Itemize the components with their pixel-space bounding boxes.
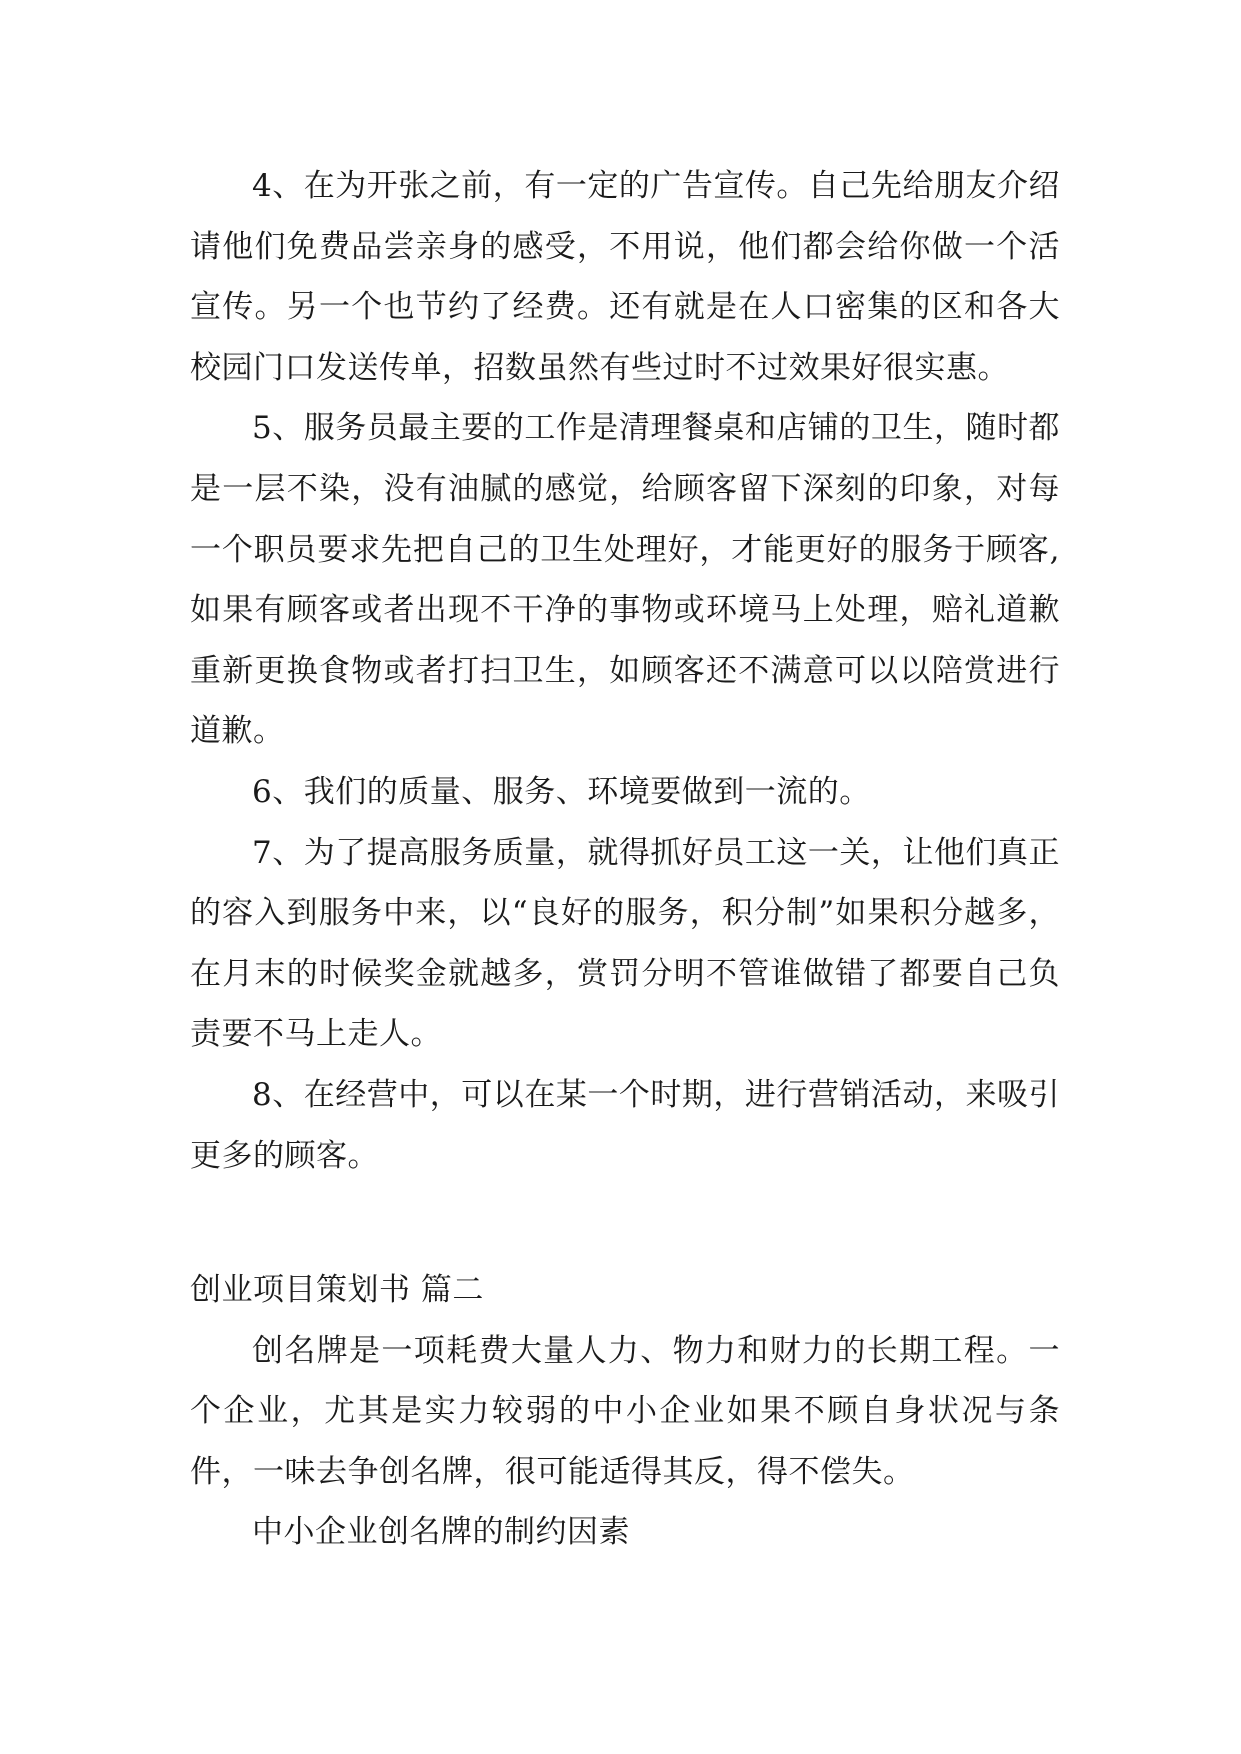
paragraph-item-5: 5、服务员最主要的工作是清理餐桌和店铺的卫生，随时都是一层不染，没有油腻的感觉，给顾客留下深刻的印象，对每一个职员要求先把自己的卫生处理好，才能更好的服务于顾客,如果有顾客或者出现不干净的事物或环境马上处理，赔礼道歉重新更换食物或者打扫卫生，如顾客还不满意可以以陪赏进行道歉。 — [190, 410, 1060, 750]
paragraph-item-8: 8、在经营中，可以在某一个时期，进行营销活动，来吸引更多的顾客。 — [190, 1076, 1060, 1174]
section-2-body — [190, 1321, 1060, 1563]
paragraph-constraints-title: 中小企业创名牌的制约因素 — [252, 1514, 630, 1551]
section-1-body — [190, 156, 1060, 1186]
paragraph-item-6: 6、我们的质量、服务、环境要做到一流的。 — [252, 773, 871, 810]
paragraph-item-7: 7、为了提高服务质量，就得抓好员工这一关，让他们真正的容入到服务中来，以“良好的服务，积分制”如果积分越多，在月末的时候奖金就越多，赏罚分明不管谁做错了都要自己负责要不马上走人。 — [190, 834, 1060, 1053]
paragraph-brand-intro: 创名牌是一项耗费大量人力、物力和财力的长期工程。一个企业，尤其是实力较弱的中小企业如果不顾自身状况与条件，一味去争创名牌，很可能适得其反，得不偿失。 — [190, 1332, 1060, 1490]
paragraph-item-4: 4、在为开张之前，有一定的广告宣传。自己先给朋友介绍请他们免费品尝亲身的感受，不用说，他们都会给你做一个活宣传。另一个也节约了经费。还有就是在人口密集的区和各大校园门口发送传单，招数虽然有些过时不过效果好很实惠。 — [190, 168, 1060, 386]
section-2-heading: 创业项目策划书 篇二 — [190, 1272, 484, 1308]
